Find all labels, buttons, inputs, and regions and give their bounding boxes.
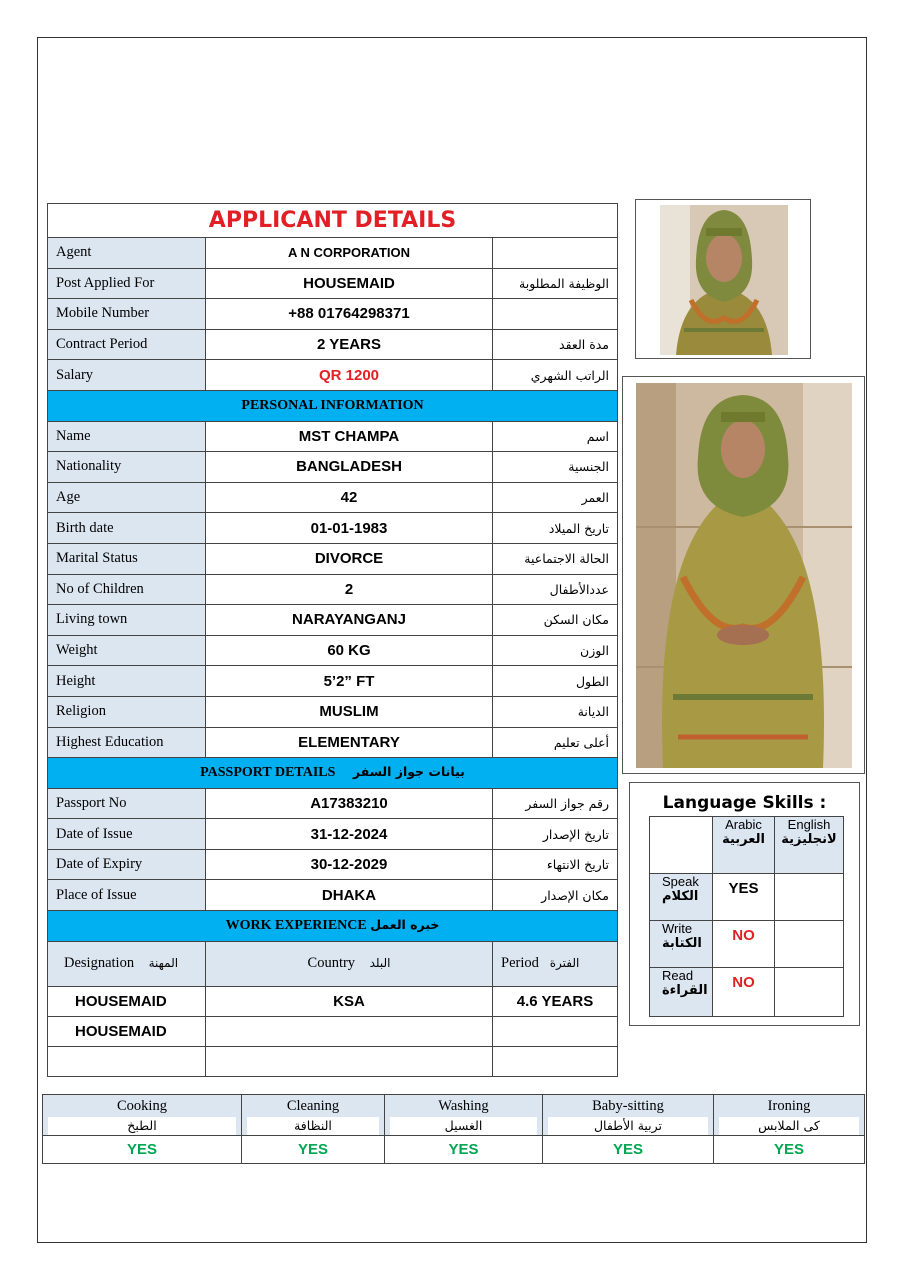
arabic-mobile <box>493 299 618 330</box>
skill-ironing-ar: كى الملابس <box>719 1117 859 1135</box>
row-agent <box>48 238 618 269</box>
arabic-living-town: مكان السكن <box>493 605 618 636</box>
row-post <box>48 268 618 299</box>
label-children: No of Children <box>48 574 206 605</box>
applicant-photo-small <box>635 199 811 359</box>
arabic-marital-status: الحالة الاجتماعية <box>493 543 618 574</box>
row-height <box>48 666 618 697</box>
value-marital-status: DIVORCE <box>206 543 493 574</box>
value-birth-date: 01-01-1983 <box>206 513 493 544</box>
work-experience-heading <box>48 911 618 942</box>
arabic-contract: مدة العقد <box>493 329 618 360</box>
value-weight: 60 KG <box>206 635 493 666</box>
row-marital-status <box>48 543 618 574</box>
skill-cooking <box>43 1095 242 1136</box>
arabic-weight: الوزن <box>493 635 618 666</box>
label-passport-no: Passport No <box>48 788 206 819</box>
work-heading-ar: خبره العمل <box>370 917 440 933</box>
passport-heading-ar: بيانات جواز السفر <box>352 764 465 780</box>
arabic-height: الطول <box>493 666 618 697</box>
passport-details-heading <box>48 758 618 789</box>
label-religion: Religion <box>48 696 206 727</box>
language-row-speak-en: Speak <box>662 874 699 889</box>
value-religion: MUSLIM <box>206 696 493 727</box>
work-col-designation-en: Designation <box>64 955 135 972</box>
row-religion <box>48 696 618 727</box>
label-date-of-expiry: Date of Expiry <box>48 849 206 880</box>
value-living-town: NARAYANGANJ <box>206 605 493 636</box>
language-row-speak <box>650 874 713 921</box>
skill-cleaning <box>242 1095 385 1136</box>
work-country <box>206 1016 493 1046</box>
language-col-arabic <box>713 817 775 874</box>
label-weight: Weight <box>48 635 206 666</box>
row-mobile <box>48 299 618 330</box>
row-education <box>48 727 618 758</box>
work-country: KSA <box>206 986 493 1016</box>
language-speak-english <box>775 874 844 921</box>
skill-baby-sitting-en: Baby-sitting <box>592 1098 664 1114</box>
arabic-name: اسم <box>493 421 618 452</box>
row-name <box>48 421 618 452</box>
language-skills-title: Language Skills : <box>662 793 827 813</box>
arabic-nationality: الجنسية <box>493 452 618 483</box>
arabic-agent <box>493 238 618 269</box>
label-place-of-issue: Place of Issue <box>48 880 206 911</box>
work-col-country <box>206 941 493 986</box>
label-name: Name <box>48 421 206 452</box>
value-education: ELEMENTARY <box>206 727 493 758</box>
language-row-write <box>650 921 713 968</box>
skill-baby-sitting-ar: تربية الأطفال <box>548 1117 708 1135</box>
label-post: Post Applied For <box>48 268 206 299</box>
work-header-row <box>48 941 618 986</box>
language-col-arabic-ar: العربية <box>722 832 765 847</box>
language-row-write-ar: الكتابة <box>662 936 702 951</box>
value-place-of-issue: DHAKA <box>206 880 493 911</box>
arabic-birth-date: تاريخ الميلاد <box>493 513 618 544</box>
skill-ironing-en: Ironing <box>767 1098 811 1114</box>
work-col-period <box>493 941 618 986</box>
language-row-write-en: Write <box>662 921 693 936</box>
value-date-of-expiry: 30-12-2029 <box>206 849 493 880</box>
skill-washing <box>385 1095 543 1136</box>
value-passport-no: A17383210 <box>206 788 493 819</box>
value-children: 2 <box>206 574 493 605</box>
applicant-details-table <box>47 203 618 1077</box>
arabic-place-of-issue: مكان الإصدار <box>493 880 618 911</box>
work-designation: HOUSEMAID <box>48 986 206 1016</box>
arabic-post: الوظيفة المطلوبة <box>493 268 618 299</box>
skill-cleaning-value: YES <box>242 1136 385 1164</box>
page-title: APPLICANT DETAILS <box>48 204 618 238</box>
row-place-of-issue <box>48 880 618 911</box>
work-heading-en: WORK EXPERIENCE <box>225 918 367 934</box>
language-col-english-ar: لانجليزية <box>781 832 837 847</box>
row-contract <box>48 329 618 360</box>
row-salary <box>48 360 618 391</box>
label-mobile: Mobile Number <box>48 299 206 330</box>
label-agent: Agent <box>48 238 206 269</box>
work-col-country-en: Country <box>307 955 356 972</box>
label-date-of-issue: Date of Issue <box>48 819 206 850</box>
row-date-of-expiry <box>48 849 618 880</box>
value-mobile: +88 01764298371 <box>206 299 493 330</box>
language-skills-panel <box>629 782 860 1026</box>
label-height: Height <box>48 666 206 697</box>
row-living-town <box>48 605 618 636</box>
work-col-period-ar: الفترة <box>549 956 580 971</box>
work-row <box>48 1046 618 1076</box>
value-salary: QR 1200 <box>206 360 493 391</box>
arabic-date-of-issue: تاريخ الإصدار <box>493 819 618 850</box>
row-children <box>48 574 618 605</box>
skills-table <box>42 1094 865 1164</box>
skill-washing-value: YES <box>385 1136 543 1164</box>
work-period <box>493 1016 618 1046</box>
skill-cooking-ar: الطبخ <box>48 1117 236 1135</box>
work-col-designation <box>48 941 206 986</box>
skill-washing-ar: الغسيل <box>390 1117 537 1135</box>
language-speak-arabic: YES <box>713 874 775 921</box>
language-row-read-ar: القراءة <box>662 983 708 998</box>
label-education: Highest Education <box>48 727 206 758</box>
language-row-read-en: Read <box>662 968 694 983</box>
value-age: 42 <box>206 482 493 513</box>
applicant-photo-large <box>622 376 865 774</box>
language-row-speak-ar: الكلام <box>662 889 699 904</box>
language-col-english-en: English <box>787 817 831 832</box>
row-nationality <box>48 452 618 483</box>
language-corner-cell <box>650 817 713 874</box>
skill-cooking-value: YES <box>43 1136 242 1164</box>
skill-cleaning-ar: النظافة <box>247 1117 379 1135</box>
value-date-of-issue: 31-12-2024 <box>206 819 493 850</box>
value-nationality: BANGLADESH <box>206 452 493 483</box>
arabic-education: أعلى تعليم <box>493 727 618 758</box>
arabic-age: العمر <box>493 482 618 513</box>
value-height: 5’2” FT <box>206 666 493 697</box>
language-write-english <box>775 921 844 968</box>
work-period <box>493 1046 618 1076</box>
skill-ironing-value: YES <box>714 1136 865 1164</box>
work-row <box>48 986 618 1016</box>
work-period: 4.6 YEARS <box>493 986 618 1016</box>
row-passport-no <box>48 788 618 819</box>
work-col-country-ar: البلد <box>369 956 391 971</box>
value-name: MST CHAMPA <box>206 421 493 452</box>
work-designation: HOUSEMAID <box>48 1016 206 1046</box>
skill-baby-sitting <box>543 1095 714 1136</box>
arabic-salary: الراتب الشهري <box>493 360 618 391</box>
language-col-english <box>775 817 844 874</box>
skill-cleaning-en: Cleaning <box>286 1098 340 1114</box>
applicant-portrait-icon <box>636 200 810 358</box>
language-read-english <box>775 968 844 1017</box>
arabic-children: عددالأطفال <box>493 574 618 605</box>
language-skills-table <box>649 816 844 1017</box>
value-contract: 2 YEARS <box>206 329 493 360</box>
language-row-read <box>650 968 713 1017</box>
value-post: HOUSEMAID <box>206 268 493 299</box>
skill-cooking-en: Cooking <box>117 1098 167 1114</box>
work-col-designation-ar: المهنة <box>148 956 179 971</box>
label-living-town: Living town <box>48 605 206 636</box>
label-salary: Salary <box>48 360 206 391</box>
arabic-religion: الديانة <box>493 696 618 727</box>
language-col-arabic-en: Arabic <box>725 817 762 832</box>
work-country <box>206 1046 493 1076</box>
applicant-full-body-icon <box>623 377 864 773</box>
label-birth-date: Birth date <box>48 513 206 544</box>
row-date-of-issue <box>48 819 618 850</box>
arabic-passport-no: رقم جواز السفر <box>493 788 618 819</box>
label-nationality: Nationality <box>48 452 206 483</box>
arabic-date-of-expiry: تاريخ الانتهاء <box>493 849 618 880</box>
value-agent: A N CORPORATION <box>206 238 493 269</box>
passport-heading-en: PASSPORT DETAILS <box>200 765 336 781</box>
skill-baby-sitting-value: YES <box>543 1136 714 1164</box>
row-age <box>48 482 618 513</box>
label-age: Age <box>48 482 206 513</box>
work-row <box>48 1016 618 1046</box>
label-marital-status: Marital Status <box>48 543 206 574</box>
work-designation <box>48 1046 206 1076</box>
skill-ironing <box>714 1095 865 1136</box>
language-write-arabic: NO <box>713 921 775 968</box>
skill-washing-en: Washing <box>438 1098 489 1114</box>
label-contract: Contract Period <box>48 329 206 360</box>
row-birth-date <box>48 513 618 544</box>
language-read-arabic: NO <box>713 968 775 1017</box>
personal-information-heading: PERSONAL INFORMATION <box>48 390 618 421</box>
work-col-period-en: Period <box>501 955 539 972</box>
row-weight <box>48 635 618 666</box>
